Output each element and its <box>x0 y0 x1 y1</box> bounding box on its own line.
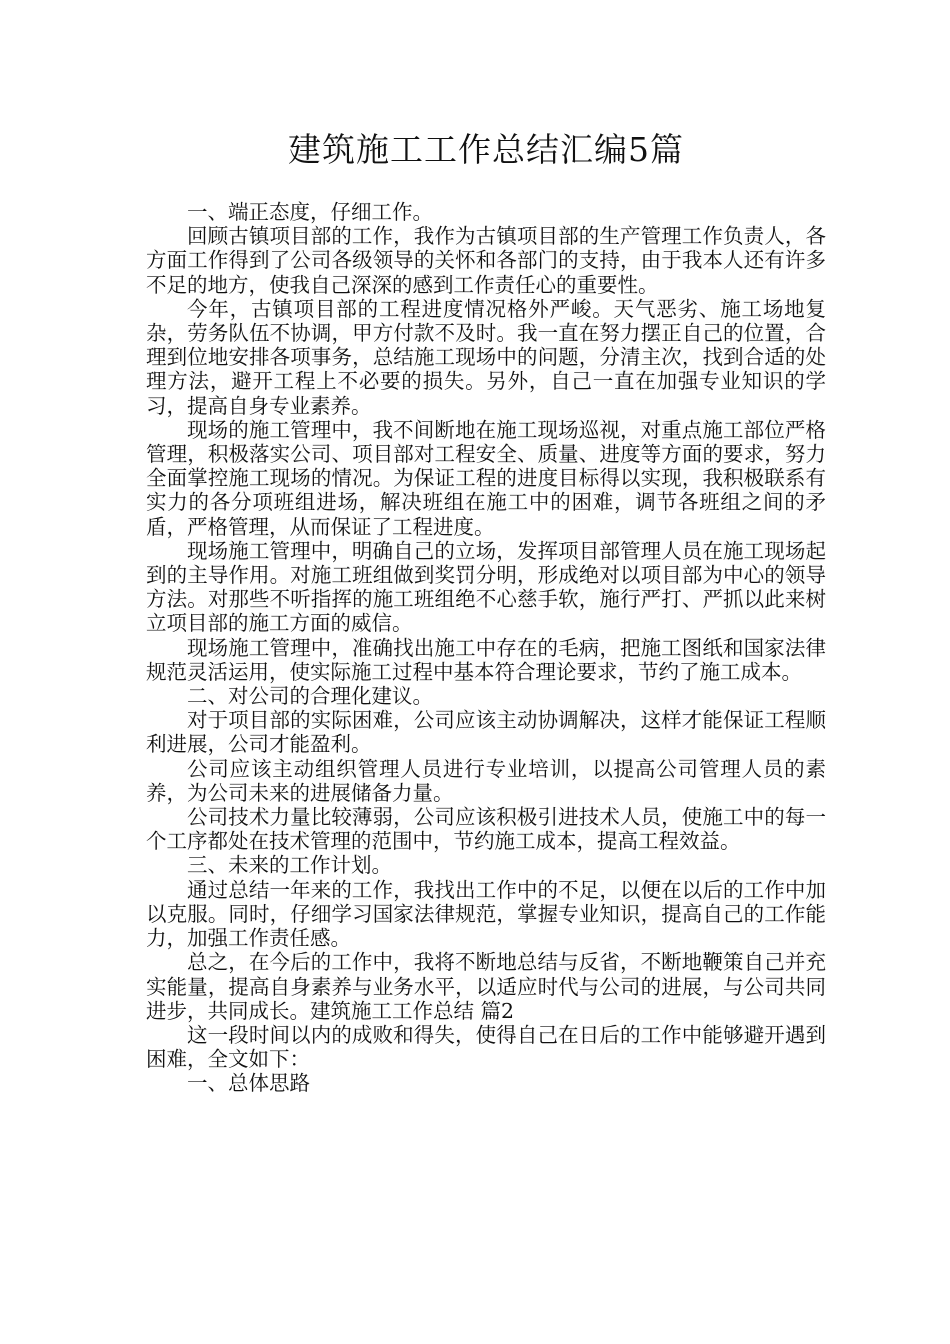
document-title: 建筑施工工作总结汇编5篇 <box>288 130 684 169</box>
paragraph: 一、端正态度，仔细工作。 <box>187 200 433 224</box>
paragraph: 回顾古镇项目部的工作，我作为古镇项目部的生产管理工作负责人，各方面工作得到了公司各级领导的关怀和各部门的支持，由于我本人还有许多不足的地方，使我自己深深的感到工作责任心的重要性。 <box>146 224 826 297</box>
paragraph: 今年，古镇项目部的工程进度情况格外严峻。天气恶劣、施工场地复杂，劳务队伍不协调，甲方付款不及时。我一直在努力摆正自己的位置，合理到位地安排各项事务，总结施工现场中的问题，分清主次，找到合适的处理方法，避开工程上不必要的损失。另外，自己一直在加强专业知识的学习，提高自身专业素养。 <box>146 296 826 418</box>
paragraph: 三、未来的工作计划。 <box>187 853 392 878</box>
paragraph: 对于项目部的实际困难，公司应该主动协调解决，这样才能保证工程顺利进展，公司才能盈利。 <box>146 708 826 757</box>
paragraph: 一、总体思路 <box>187 1071 310 1096</box>
document-body <box>146 200 826 1096</box>
paragraph: 二、对公司的合理化建议。 <box>187 684 433 709</box>
paragraph: 公司技术力量比较薄弱，公司应该积极引进技术人员，使施工中的每一个工序都处在技术管理的范围中，节约施工成本，提高工程效益。 <box>146 805 826 854</box>
paragraph: 现场施工管理中，明确自己的立场，发挥项目部管理人员在施工现场起到的主导作用。对施工班组做到奖罚分明，形成绝对以项目部为中心的领导方法。对那些不听指挥的施工班组绝不心慈手软，施行严打、严抓以此来树立项目部的施工方面的威信。 <box>146 538 826 636</box>
paragraph: 通过总结一年来的工作，我找出工作中的不足，以便在以后的工作中加以克服。同时，仔细学习国家法律规范，掌握专业知识，提高自己的工作能力，加强工作责任感。 <box>146 877 826 951</box>
paragraph: 现场施工管理中，准确找出施工中存在的毛病，把施工图纸和国家法律规范灵活运用，使实际施工过程中基本符合理论要求，节约了施工成本。 <box>146 635 826 684</box>
paragraph: 这一段时间以内的成败和得失，使得自己在日后的工作中能够避开遇到困难，全文如下： <box>146 1022 826 1072</box>
paragraph: 总之，在今后的工作中，我将不断地总结与反省，不断地鞭策自己并充实能量，提高自身素养与业务水平，以适应时代与公司的进展，与公司共同进步，共同成长。建筑施工工作总结 篇2 <box>146 950 826 1023</box>
paragraph: 公司应该主动组织管理人员进行专业培训，以提高公司管理人员的素养，为公司未来的进展储备力量。 <box>146 756 826 805</box>
paragraph: 现场的施工管理中，我不间断地在施工现场巡视，对重点施工部位严格管理，积极落实公司、项目部对工程安全、质量、进度等方面的要求，努力全面掌控施工现场的情况。为保证工程的进度目标得以实现，我积极联系有实力的各分项班组进场，解决班组在施工中的困难，调节各班组之间的矛盾，严格管理，从而保证了工程进度。 <box>146 417 826 539</box>
